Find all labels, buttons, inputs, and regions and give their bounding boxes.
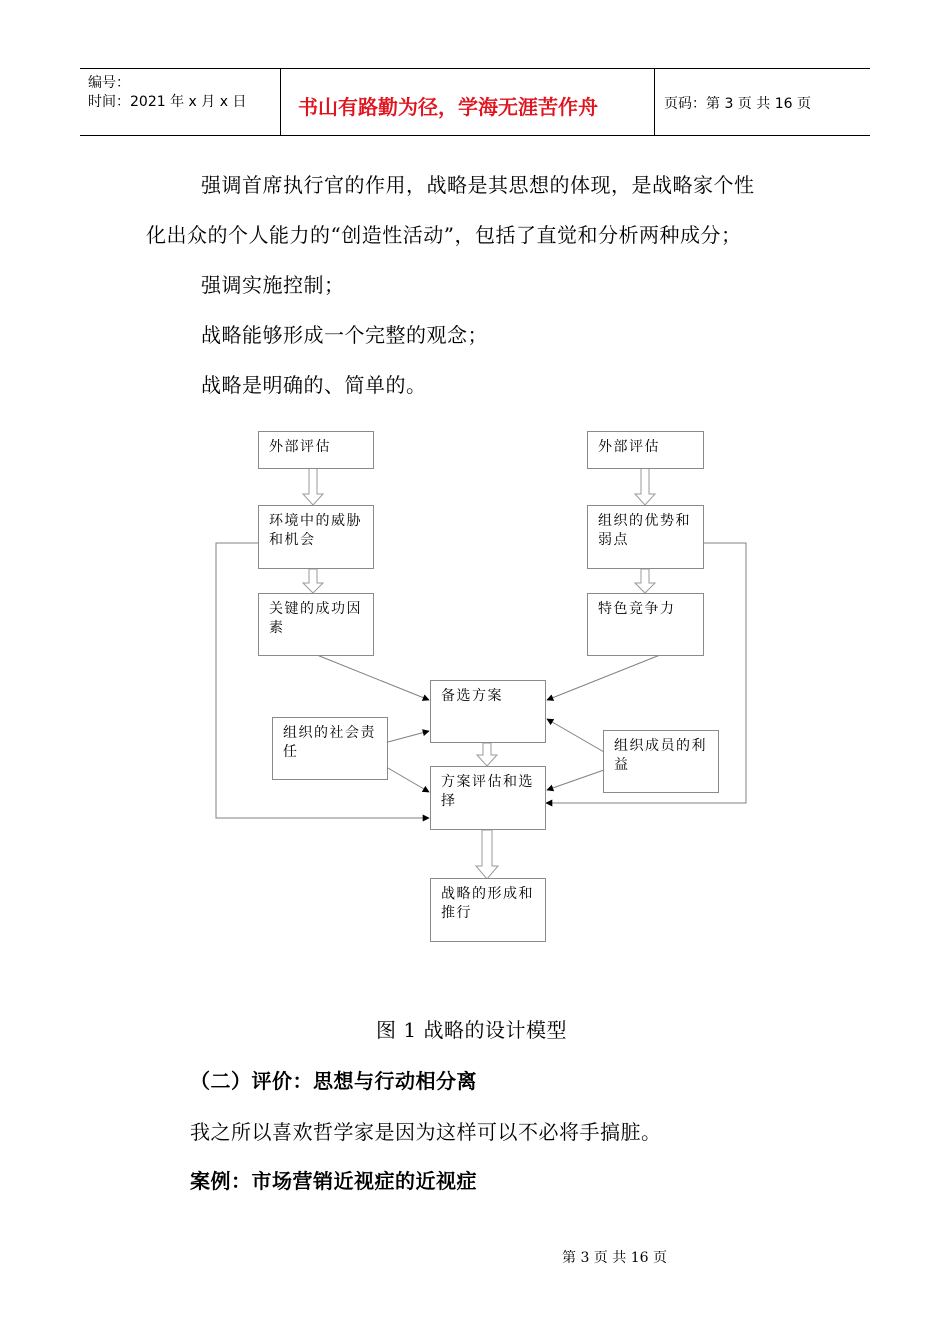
case-heading: 案例：市场营销近视症的近视症 xyxy=(190,1169,477,1193)
box-strengths-weaknesses: 组织的优势和弱点 xyxy=(587,505,704,569)
box-external-assessment-left: 外部评估 xyxy=(258,431,374,469)
block-arrow-right-1 xyxy=(635,468,655,505)
figure-caption: 图 1 战略的设计模型 xyxy=(376,1018,567,1042)
line-social-to-evaluation xyxy=(388,768,429,792)
header-page-label: 页码：第 3 页 共 16 页 xyxy=(664,96,811,112)
line-key-factors-to-alternatives xyxy=(317,655,429,700)
quote-line: 我之所以喜欢哲学家是因为这样可以不必将手搞脏。 xyxy=(190,1120,662,1144)
box-member-interests: 组织成员的利益 xyxy=(603,730,719,793)
section-heading: （二）评价：思想与行动相分离 xyxy=(190,1069,477,1093)
block-arrow-left-1 xyxy=(303,468,323,505)
box-alternatives: 备选方案 xyxy=(430,680,546,743)
block-arrow-center-2 xyxy=(476,830,498,879)
paragraph-line-3: 强调实施控制； xyxy=(201,273,345,297)
box-distinctive-competence: 特色竞争力 xyxy=(587,593,704,656)
paragraph-line-5: 战略是明确的、简单的。 xyxy=(201,373,427,397)
header-time: 时间：2021 年 x 月 x 日 xyxy=(88,94,247,110)
paragraph-line-1: 强调首席执行官的作用，战略是其思想的体现，是战略家个性 xyxy=(201,173,755,197)
line-members-to-evaluation xyxy=(547,770,604,790)
paragraph-line-4: 战略能够形成一个完整的观念； xyxy=(201,323,488,347)
block-arrow-center-1 xyxy=(477,743,497,766)
box-evaluation-selection: 方案评估和选择 xyxy=(430,766,546,830)
box-threats-opportunities: 环境中的威胁和机会 xyxy=(258,505,374,569)
line-social-to-alternatives xyxy=(388,731,429,742)
header-motto: 书山有路勤为径，学海无涯苦作舟 xyxy=(298,95,598,119)
block-arrow-right-2 xyxy=(635,569,655,593)
box-key-success-factors: 关键的成功因素 xyxy=(258,593,374,656)
header-doc-number: 编号： xyxy=(88,75,130,91)
box-social-responsibility: 组织的社会责任 xyxy=(272,717,388,780)
box-strategy-formation: 战略的形成和推行 xyxy=(430,878,546,942)
line-competence-to-alternatives xyxy=(547,655,660,700)
block-arrow-left-2 xyxy=(303,569,323,593)
footer-page-number: 第 3 页 共 16 页 xyxy=(562,1250,667,1266)
line-members-to-alternatives xyxy=(547,719,604,752)
paragraph-line-2: 化出众的个人能力的“创造性活动”，包括了直觉和分析两种成分； xyxy=(146,223,742,247)
box-external-assessment-right: 外部评估 xyxy=(587,431,704,469)
